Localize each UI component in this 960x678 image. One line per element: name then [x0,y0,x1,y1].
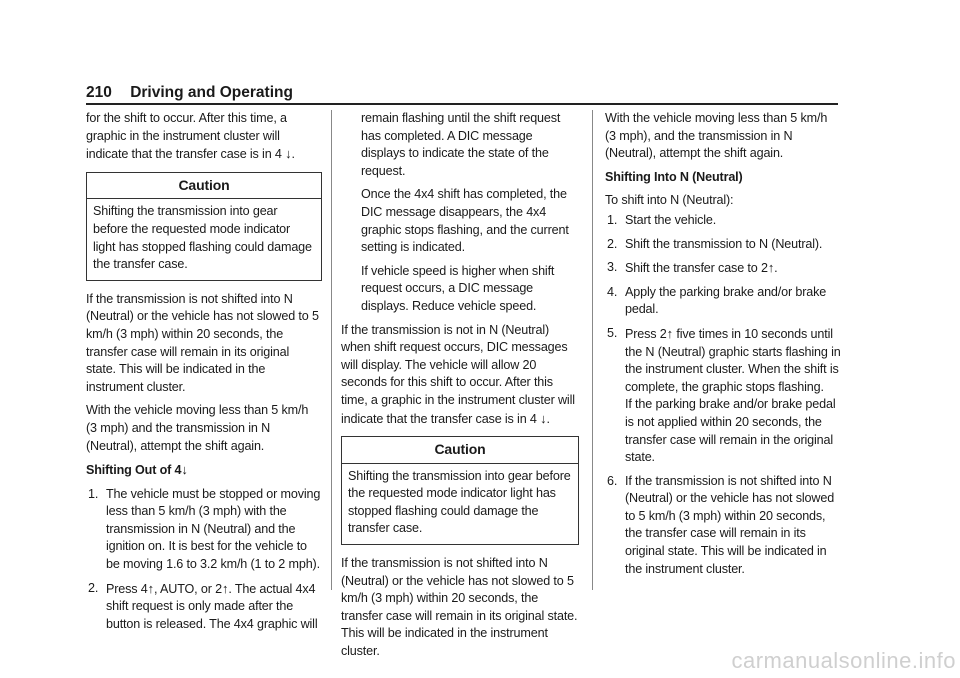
4wd-low-icon: ↓ [285,146,292,162]
paragraph: If the transmission is not shifted into N (Neutral) or the vehicle has not slowed to 5 km/h (3 mph) within 20 seconds, the transfer case will remain in its original state. This will be indicated in the instrument cluster. [341,556,578,659]
paragraph: remain flashing until the shift request has completed. A DIC message displays to indicate the state of the request. [361,111,561,178]
paragraph: for the shift to occur. After this time, a graphic in the instrument cluster will indicate that the transfer case is in 4 ↓. [86,111,295,162]
paragraph: If the transmission is not in N (Neutral) when shift request occurs, DIC messages will display. The vehicle will allow 20 seconds for this shift to occur. After this time, a graphic in the instrument cluster will indicate that the transfer case is in 4 ↓. [341,322,575,426]
caution-box [86,172,322,281]
list-item: 2. Press 4↑, AUTO, or 2↑. The actual 4x4 shift request is only made after the button is released. The 4x4 graphic will [88,580,318,631]
watermark: carmanualsonline.info [731,648,956,673]
caution-title: Caution [87,173,321,200]
list-item: 1. The vehicle must be stopped or moving less than 5 km/h (3 mph) with the transmission in N (Neutral) and the ignition on. It is best for the vehicle to be moving 1.6 to 3.2 km/h (1 to 2 mph). [88,486,321,572]
header-rule [86,103,838,105]
caution-title: Caution [342,437,578,464]
caution-box [341,436,579,545]
4wd-high-icon: ↑ [147,580,155,596]
column-divider-left [331,110,332,590]
paragraph: If vehicle speed is higher when shift request occurs, a DIC message displays. Reduce vehicle speed. [361,263,555,313]
steps-list [86,486,322,634]
page-header [86,84,293,102]
list-item: 4. Apply the parking brake and/or brake pedal. [607,284,827,317]
list-item: 1. Start the vehicle. [607,212,717,227]
column-divider-right [592,110,593,590]
steps-list [605,212,841,578]
column-2 [341,110,579,667]
page-number: 210 [86,84,112,101]
2wd-icon: ↑ [767,260,775,276]
caution-text: Shifting the transmission into gear before the requested mode indicator light has stopped flashing could damage the transfer case. [93,204,312,272]
paragraph: Once the 4x4 shift has completed, the DIC message disappears, the 4x4 graphic stops flashing, and the current setting is indicated. [361,187,569,255]
list-item: 2. Shift the transmission to N (Neutral). [607,236,823,251]
4wd-low-icon: ↓ [540,410,547,426]
column-3 [605,110,841,584]
paragraph: With the vehicle moving less than 5 km/h (3 mph) and the transmission in N (Neutral), attempt the shift again. [86,403,309,453]
section-title: Driving and Operating [130,84,293,101]
column-1 [86,110,322,639]
2wd-icon: ↑ [666,325,674,341]
list-item: 3. Shift the transfer case to 2↑. [607,260,778,276]
paragraph: To shift into N (Neutral): [605,193,734,208]
list-item: 5. Press 2↑ five times in 10 seconds until the N (Neutral) graphic starts flashing in the instrument cluster. When the shift is complete, the graphic stops flashing. If the parking brake and/or brake pedal is not applied within 20 seconds, the transfer case will remain in the original state. [607,325,841,465]
list-item: 6. If the transmission is not shifted into N (Neutral) or the vehicle has not slowed to 5 km/h (3 mph) within 20 seconds, the transfer case will remain in its original state. This will be indicated in the instrument cluster. [607,473,835,576]
4wd-low-icon: ↓ [181,462,188,478]
paragraph: With the vehicle moving less than 5 km/h (3 mph), and the transmission in N (Neutral), attempt the shift again. [605,111,828,161]
caution-text: Shifting the transmission into gear before the requested mode indicator light has stopped flashing could damage the transfer case. [348,468,571,536]
subheading-shifting-into-neutral: Shifting Into N (Neutral) [605,169,743,184]
subheading-shifting-out-of-4: Shifting Out of 4↓ [86,462,188,478]
paragraph: If the transmission is not shifted into N (Neutral) or the vehicle has not slowed to 5 km/h (3 mph) within 20 seconds, the transfer case will remain in its original state. This will be indicated in the instrument cluster. [86,291,319,394]
2wd-icon: ↑ [221,580,229,596]
